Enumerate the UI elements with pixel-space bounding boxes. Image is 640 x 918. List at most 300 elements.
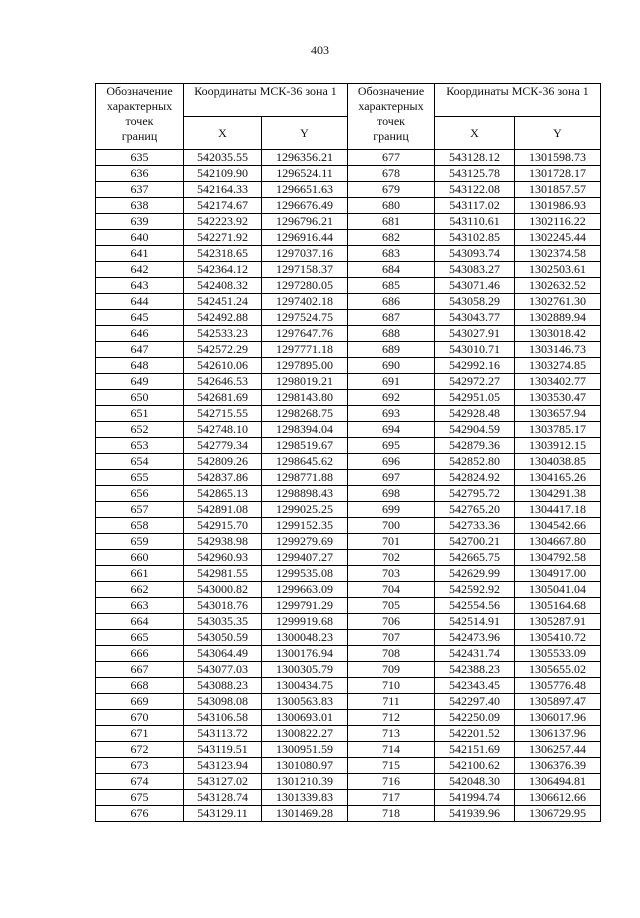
y-value-right: 1304667.80: [515, 534, 601, 550]
x-value-left: 542035.55: [184, 150, 262, 166]
coordinates-table: [95, 83, 601, 822]
table-row: [96, 182, 601, 198]
y-value-left: 1296524.11: [262, 166, 348, 182]
point-number-right: 686: [348, 294, 435, 310]
y-value-right: 1305655.02: [515, 662, 601, 678]
table-row: [96, 390, 601, 406]
x-value-left: 543088.23: [184, 678, 262, 694]
point-number-right: 689: [348, 342, 435, 358]
coord-group-header-right: Координаты МСК-36 зона 1: [435, 84, 601, 117]
point-number-left: 645: [96, 310, 184, 326]
point-number-right: 696: [348, 454, 435, 470]
x-value-left: 542646.53: [184, 374, 262, 390]
point-number-right: 713: [348, 726, 435, 742]
point-number-right: 718: [348, 806, 435, 822]
table-row: [96, 758, 601, 774]
table-row: [96, 246, 601, 262]
table-row: [96, 774, 601, 790]
designation-line: Обозначение: [357, 84, 425, 98]
x-value-left: 543018.76: [184, 598, 262, 614]
point-number-left: 640: [96, 230, 184, 246]
point-number-left: 663: [96, 598, 184, 614]
table-row: [96, 566, 601, 582]
point-number-right: 701: [348, 534, 435, 550]
designation-header-left: [96, 84, 184, 150]
point-number-left: 665: [96, 630, 184, 646]
point-number-right: 684: [348, 262, 435, 278]
point-number-right: 694: [348, 422, 435, 438]
x-value-left: 542364.12: [184, 262, 262, 278]
y-value-left: 1300434.75: [262, 678, 348, 694]
x-value-left: 542915.70: [184, 518, 262, 534]
y-value-right: 1306494.81: [515, 774, 601, 790]
table-row: [96, 694, 601, 710]
y-value-left: 1298645.62: [262, 454, 348, 470]
y-value-left: 1298394.04: [262, 422, 348, 438]
x-value-left: 543113.72: [184, 726, 262, 742]
y-value-left: 1300951.59: [262, 742, 348, 758]
y-value-right: 1305897.47: [515, 694, 601, 710]
y-value-right: 1306257.44: [515, 742, 601, 758]
x-value-left: 542271.92: [184, 230, 262, 246]
x-value-right: 542879.36: [435, 438, 515, 454]
x-value-right: 542824.92: [435, 470, 515, 486]
y-value-left: 1297647.76: [262, 326, 348, 342]
x-value-left: 542715.55: [184, 406, 262, 422]
y-value-right: 1306612.66: [515, 790, 601, 806]
point-number-left: 662: [96, 582, 184, 598]
x-value-left: 543035.35: [184, 614, 262, 630]
y-value-left: 1297158.37: [262, 262, 348, 278]
table-row: [96, 454, 601, 470]
x-value-left: 542610.06: [184, 358, 262, 374]
y-value-left: 1297895.00: [262, 358, 348, 374]
x-value-left: 542109.90: [184, 166, 262, 182]
table-row: [96, 742, 601, 758]
x-value-left: 542408.32: [184, 278, 262, 294]
table-row: [96, 582, 601, 598]
x-value-left: 543098.08: [184, 694, 262, 710]
y-value-left: 1301339.83: [262, 790, 348, 806]
table-row: [96, 534, 601, 550]
point-number-left: 669: [96, 694, 184, 710]
y-value-right: 1302245.44: [515, 230, 601, 246]
y-value-right: 1304417.18: [515, 502, 601, 518]
table-row: [96, 342, 601, 358]
x-value-left: 542779.34: [184, 438, 262, 454]
x-value-left: 543064.49: [184, 646, 262, 662]
point-number-left: 667: [96, 662, 184, 678]
table-row: [96, 678, 601, 694]
point-number-left: 673: [96, 758, 184, 774]
point-number-left: 657: [96, 502, 184, 518]
point-number-left: 658: [96, 518, 184, 534]
point-number-left: 652: [96, 422, 184, 438]
table-row: [96, 262, 601, 278]
point-number-right: 690: [348, 358, 435, 374]
y-value-left: 1300563.83: [262, 694, 348, 710]
x-value-right: 542297.40: [435, 694, 515, 710]
x-value-right: 542665.75: [435, 550, 515, 566]
x-value-right: 542514.91: [435, 614, 515, 630]
table-row: [96, 646, 601, 662]
x-value-left: 543077.03: [184, 662, 262, 678]
point-number-left: 637: [96, 182, 184, 198]
y-value-right: 1305533.09: [515, 646, 601, 662]
x-value-left: 542492.88: [184, 310, 262, 326]
y-value-left: 1299791.29: [262, 598, 348, 614]
table-row: [96, 662, 601, 678]
y-value-left: 1299025.25: [262, 502, 348, 518]
y-value-left: 1300048.23: [262, 630, 348, 646]
y-value-left: 1297771.18: [262, 342, 348, 358]
x-value-right: 543122.08: [435, 182, 515, 198]
y-value-left: 1298143.80: [262, 390, 348, 406]
point-number-right: 687: [348, 310, 435, 326]
x-value-right: 542928.48: [435, 406, 515, 422]
point-number-left: 636: [96, 166, 184, 182]
point-number-right: 697: [348, 470, 435, 486]
x-value-left: 542837.86: [184, 470, 262, 486]
table-row: [96, 502, 601, 518]
y-value-left: 1301469.28: [262, 806, 348, 822]
point-number-right: 709: [348, 662, 435, 678]
table-row: [96, 406, 601, 422]
y-value-right: 1305410.72: [515, 630, 601, 646]
designation-line: характерных: [106, 99, 173, 113]
point-number-right: 680: [348, 198, 435, 214]
table-row: [96, 374, 601, 390]
table-row: [96, 294, 601, 310]
x-value-left: 542891.08: [184, 502, 262, 518]
table-row: [96, 726, 601, 742]
y-value-right: 1302761.30: [515, 294, 601, 310]
y-value-right: 1302374.58: [515, 246, 601, 262]
designation-line: Обозначение: [106, 84, 173, 98]
y-value-left: 1298898.43: [262, 486, 348, 502]
x-value-right: 543010.71: [435, 342, 515, 358]
point-number-right: 677: [348, 150, 435, 166]
y-value-left: 1298268.75: [262, 406, 348, 422]
x-value-right: 542554.56: [435, 598, 515, 614]
point-number-left: 660: [96, 550, 184, 566]
y-value-left: 1299535.08: [262, 566, 348, 582]
table-row: [96, 550, 601, 566]
point-number-right: 714: [348, 742, 435, 758]
point-number-left: 666: [96, 646, 184, 662]
x-value-right: 543125.78: [435, 166, 515, 182]
point-number-left: 644: [96, 294, 184, 310]
y-value-right: 1302503.61: [515, 262, 601, 278]
y-value-left: 1298019.21: [262, 374, 348, 390]
point-number-right: 712: [348, 710, 435, 726]
table-body: [96, 150, 601, 822]
point-number-right: 717: [348, 790, 435, 806]
x-value-left: 542865.13: [184, 486, 262, 502]
x-value-left: 543128.74: [184, 790, 262, 806]
table-row: [96, 358, 601, 374]
x-value-left: 542451.24: [184, 294, 262, 310]
table-row: [96, 470, 601, 486]
y-value-right: 1304165.26: [515, 470, 601, 486]
y-value-right: 1302632.52: [515, 278, 601, 294]
y-value-right: 1304038.85: [515, 454, 601, 470]
y-value-right: 1303018.42: [515, 326, 601, 342]
table-row: [96, 438, 601, 454]
table-row: [96, 326, 601, 342]
point-number-left: 676: [96, 806, 184, 822]
y-value-right: 1303912.15: [515, 438, 601, 454]
table-row: [96, 790, 601, 806]
table-row: [96, 710, 601, 726]
x-value-left: 543129.11: [184, 806, 262, 822]
table-row: [96, 598, 601, 614]
point-number-left: 648: [96, 358, 184, 374]
point-number-right: 707: [348, 630, 435, 646]
x-value-right: 542951.05: [435, 390, 515, 406]
x-value-left: 542748.10: [184, 422, 262, 438]
y-value-right: 1306729.95: [515, 806, 601, 822]
point-number-left: 649: [96, 374, 184, 390]
y-value-right: 1305776.48: [515, 678, 601, 694]
point-number-right: 702: [348, 550, 435, 566]
y-value-left: 1297280.05: [262, 278, 348, 294]
y-value-right: 1302116.22: [515, 214, 601, 230]
x-value-left: 542681.69: [184, 390, 262, 406]
y-value-left: 1297524.75: [262, 310, 348, 326]
x-value-left: 543000.82: [184, 582, 262, 598]
x-value-right: 542388.23: [435, 662, 515, 678]
table-row: [96, 310, 601, 326]
table-row: [96, 486, 601, 502]
y-value-left: 1301080.97: [262, 758, 348, 774]
x-value-right: 542629.99: [435, 566, 515, 582]
x-value-right: 543043.77: [435, 310, 515, 326]
point-number-left: 653: [96, 438, 184, 454]
point-number-left: 655: [96, 470, 184, 486]
y-value-right: 1306376.39: [515, 758, 601, 774]
table-row: [96, 230, 601, 246]
x-value-left: 542938.98: [184, 534, 262, 550]
point-number-right: 692: [348, 390, 435, 406]
x-value-right: 543128.12: [435, 150, 515, 166]
x-header-right: X: [435, 117, 515, 150]
x-value-right: 542765.20: [435, 502, 515, 518]
point-number-left: 661: [96, 566, 184, 582]
y-value-right: 1303274.85: [515, 358, 601, 374]
y-value-left: 1299919.68: [262, 614, 348, 630]
x-header-left: X: [184, 117, 262, 150]
x-value-left: 543050.59: [184, 630, 262, 646]
x-value-left: 543119.51: [184, 742, 262, 758]
x-value-right: 542904.59: [435, 422, 515, 438]
y-header-right: Y: [515, 117, 601, 150]
x-value-right: 542473.96: [435, 630, 515, 646]
table-row: [96, 278, 601, 294]
table-row: [96, 198, 601, 214]
x-value-right: 542343.45: [435, 678, 515, 694]
table-row: [96, 630, 601, 646]
point-number-left: 671: [96, 726, 184, 742]
table-row: [96, 214, 601, 230]
y-value-left: 1299152.35: [262, 518, 348, 534]
x-value-left: 543127.02: [184, 774, 262, 790]
x-value-right: 542852.80: [435, 454, 515, 470]
point-number-left: 642: [96, 262, 184, 278]
coord-group-header-left: Координаты МСК-36 зона 1: [184, 84, 348, 117]
y-value-right: 1302889.94: [515, 310, 601, 326]
x-value-right: 542592.92: [435, 582, 515, 598]
point-number-left: 638: [96, 198, 184, 214]
point-number-right: 708: [348, 646, 435, 662]
point-number-right: 682: [348, 230, 435, 246]
point-number-left: 639: [96, 214, 184, 230]
designation-line: границ: [373, 129, 409, 143]
point-number-right: 698: [348, 486, 435, 502]
y-value-left: 1299279.69: [262, 534, 348, 550]
point-number-right: 703: [348, 566, 435, 582]
x-value-left: 543123.94: [184, 758, 262, 774]
point-number-right: 685: [348, 278, 435, 294]
x-value-right: 541994.74: [435, 790, 515, 806]
point-number-right: 704: [348, 582, 435, 598]
y-value-right: 1301598.73: [515, 150, 601, 166]
point-number-left: 672: [96, 742, 184, 758]
table-row: [96, 518, 601, 534]
x-value-right: 543117.02: [435, 198, 515, 214]
x-value-left: 542809.26: [184, 454, 262, 470]
x-value-right: 542733.36: [435, 518, 515, 534]
y-value-right: 1305287.91: [515, 614, 601, 630]
point-number-left: 675: [96, 790, 184, 806]
designation-line: точек: [125, 114, 154, 128]
point-number-right: 700: [348, 518, 435, 534]
point-number-right: 683: [348, 246, 435, 262]
page-number: 403: [311, 43, 329, 57]
x-value-left: 542960.93: [184, 550, 262, 566]
table-row: [96, 614, 601, 630]
y-value-right: 1303146.73: [515, 342, 601, 358]
point-number-right: 691: [348, 374, 435, 390]
x-value-right: 542972.27: [435, 374, 515, 390]
y-value-right: 1301728.17: [515, 166, 601, 182]
point-number-left: 647: [96, 342, 184, 358]
x-value-right: 542201.52: [435, 726, 515, 742]
x-value-right: 543027.91: [435, 326, 515, 342]
point-number-right: 681: [348, 214, 435, 230]
x-value-left: 542533.23: [184, 326, 262, 342]
y-value-left: 1299663.09: [262, 582, 348, 598]
y-value-left: 1300822.27: [262, 726, 348, 742]
point-number-left: 651: [96, 406, 184, 422]
y-value-left: 1298519.67: [262, 438, 348, 454]
point-number-left: 670: [96, 710, 184, 726]
point-number-right: 710: [348, 678, 435, 694]
x-value-right: 543093.74: [435, 246, 515, 262]
point-number-left: 646: [96, 326, 184, 342]
y-value-right: 1303785.17: [515, 422, 601, 438]
x-value-right: 542431.74: [435, 646, 515, 662]
x-value-left: 542572.29: [184, 342, 262, 358]
point-number-left: 664: [96, 614, 184, 630]
table-row: [96, 166, 601, 182]
designation-line: точек: [377, 114, 405, 128]
y-value-left: 1296651.63: [262, 182, 348, 198]
x-value-right: 543110.61: [435, 214, 515, 230]
table-row: [96, 806, 601, 822]
y-value-left: 1297037.16: [262, 246, 348, 262]
x-value-right: 542700.21: [435, 534, 515, 550]
y-value-right: 1301986.93: [515, 198, 601, 214]
x-value-right: 542795.72: [435, 486, 515, 502]
y-value-right: 1301857.57: [515, 182, 601, 198]
y-value-left: 1299407.27: [262, 550, 348, 566]
y-header-left: Y: [262, 117, 348, 150]
table-header-row: [96, 84, 601, 117]
x-value-left: 542223.92: [184, 214, 262, 230]
table-row: [96, 150, 601, 166]
y-value-right: 1303657.94: [515, 406, 601, 422]
point-number-right: 711: [348, 694, 435, 710]
y-value-left: 1300305.79: [262, 662, 348, 678]
y-value-right: 1305041.04: [515, 582, 601, 598]
point-number-right: 715: [348, 758, 435, 774]
y-value-left: 1296356.21: [262, 150, 348, 166]
point-number-left: 656: [96, 486, 184, 502]
y-value-left: 1300693.01: [262, 710, 348, 726]
y-value-left: 1296796.21: [262, 214, 348, 230]
x-value-left: 542318.65: [184, 246, 262, 262]
point-number-right: 716: [348, 774, 435, 790]
y-value-right: 1304291.38: [515, 486, 601, 502]
y-value-right: 1304792.58: [515, 550, 601, 566]
x-value-left: 542174.67: [184, 198, 262, 214]
x-value-left: 542981.55: [184, 566, 262, 582]
point-number-left: 668: [96, 678, 184, 694]
y-value-left: 1296676.49: [262, 198, 348, 214]
designation-header-right: [348, 84, 435, 150]
point-number-right: 706: [348, 614, 435, 630]
x-value-right: 543083.27: [435, 262, 515, 278]
point-number-left: 674: [96, 774, 184, 790]
y-value-right: 1303402.77: [515, 374, 601, 390]
y-value-left: 1300176.94: [262, 646, 348, 662]
point-number-right: 705: [348, 598, 435, 614]
x-value-right: 542250.09: [435, 710, 515, 726]
x-value-right: 542151.69: [435, 742, 515, 758]
designation-line: характерных: [358, 99, 424, 113]
y-value-left: 1301210.39: [262, 774, 348, 790]
x-value-right: 542992.16: [435, 358, 515, 374]
point-number-right: 688: [348, 326, 435, 342]
point-number-left: 641: [96, 246, 184, 262]
y-value-left: 1297402.18: [262, 294, 348, 310]
x-value-right: 543058.29: [435, 294, 515, 310]
point-number-left: 659: [96, 534, 184, 550]
x-value-right: 542048.30: [435, 774, 515, 790]
x-value-right: 543071.46: [435, 278, 515, 294]
table-row: [96, 422, 601, 438]
point-number-right: 693: [348, 406, 435, 422]
y-value-left: 1296916.44: [262, 230, 348, 246]
x-value-right: 542100.62: [435, 758, 515, 774]
point-number-left: 635: [96, 150, 184, 166]
y-value-right: 1304542.66: [515, 518, 601, 534]
designation-line: границ: [121, 129, 158, 143]
point-number-left: 650: [96, 390, 184, 406]
point-number-right: 679: [348, 182, 435, 198]
x-value-right: 541939.96: [435, 806, 515, 822]
